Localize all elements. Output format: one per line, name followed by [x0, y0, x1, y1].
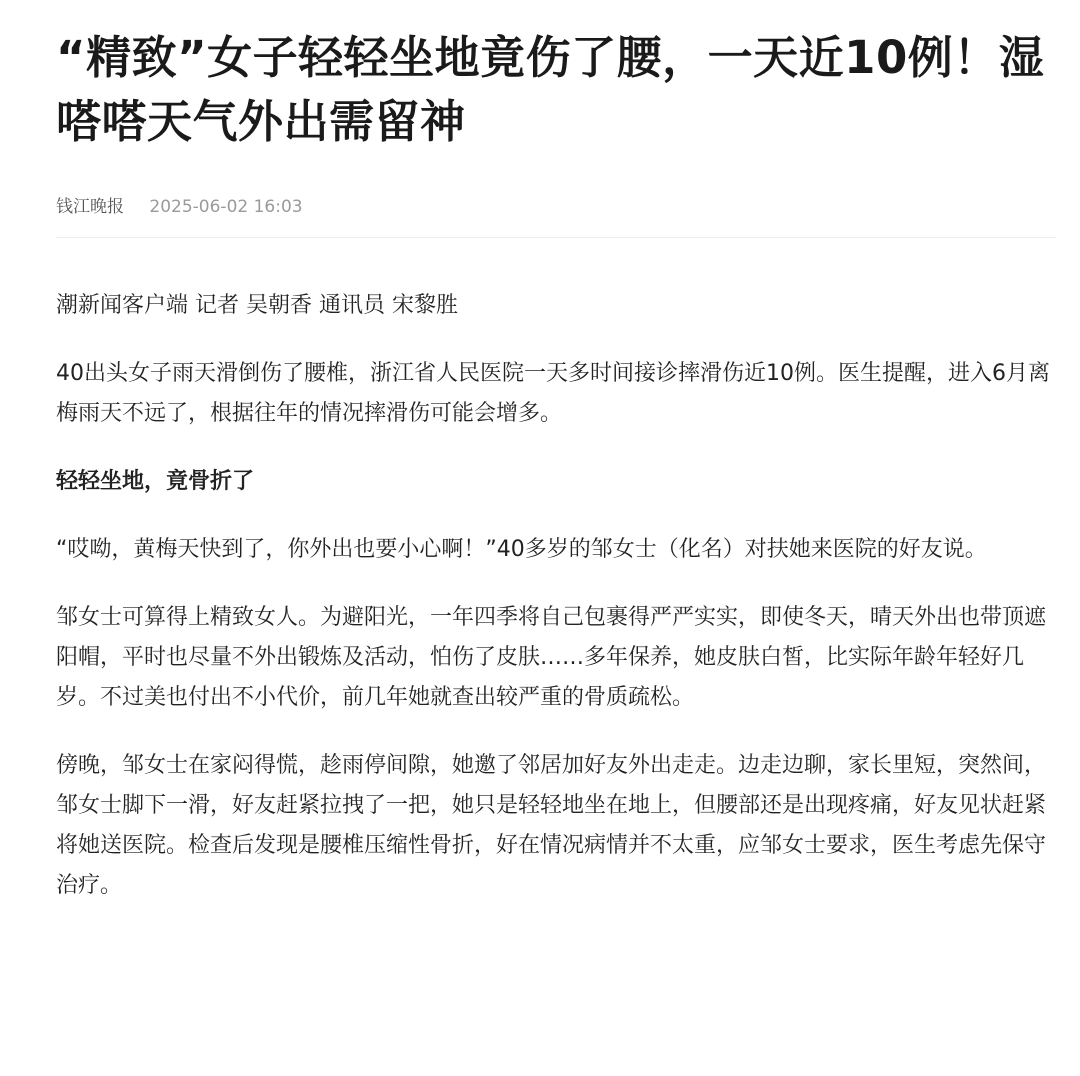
paragraph-byline: 潮新闻客户端 记者 吴朝香 通讯员 宋黎胜 [56, 293, 458, 318]
paragraph-quote: “哎呦，黄梅天快到了，你外出也要小心啊！”40多岁的邹女士（化名）对扶她来医院的好友说。 [56, 537, 987, 562]
article-title: “精致”女子轻轻坐地竟伤了腰，一天近10例！湿嗒嗒天气外出需留神 [56, 31, 1045, 148]
article-source[interactable]: 钱江晚报 [56, 197, 124, 217]
section-heading: 轻轻坐地，竟骨折了 [56, 469, 255, 494]
meta-divider [56, 237, 1056, 238]
paragraph-lead: 40出头女子雨天滑倒伤了腰椎，浙江省人民医院一天多时间接诊摔滑伤近10例。医生提醒，进入6月离梅雨天不远了，根据往年的情况摔滑伤可能会增多。 [56, 361, 1050, 426]
paragraph-background: 邹女士可算得上精致女人。为避阳光，一年四季将自己包裹得严严实实，即使冬天，晴天外出也带顶遮阳帽，平时也尽量不外出锻炼及活动，怕伤了皮肤……多年保养，她皮肤白皙，比实际年龄年轻好几岁。不过美也付出不小代价，前几年她就查出较严重的骨质疏松。 [56, 605, 1047, 710]
paragraph-incident: 傍晚，邹女士在家闷得慌，趁雨停间隙，她邀了邻居加好友外出走走。边走边聊，家长里短，突然间，邹女士脚下一滑，好友赶紧拉拽了一把，她只是轻轻地坐在地上，但腰部还是出现疼痛，好友见状赶紧将她送医院。检查后发现是腰椎压缩性骨折，好在情况病情并不太重，应邹女士要求，医生考虑先保守治疗。 [56, 753, 1047, 898]
article-body [56, 286, 1056, 906]
article-meta [56, 195, 1056, 219]
article [56, 0, 1056, 934]
article-datetime: 2025-06-02 16:03 [149, 197, 303, 217]
